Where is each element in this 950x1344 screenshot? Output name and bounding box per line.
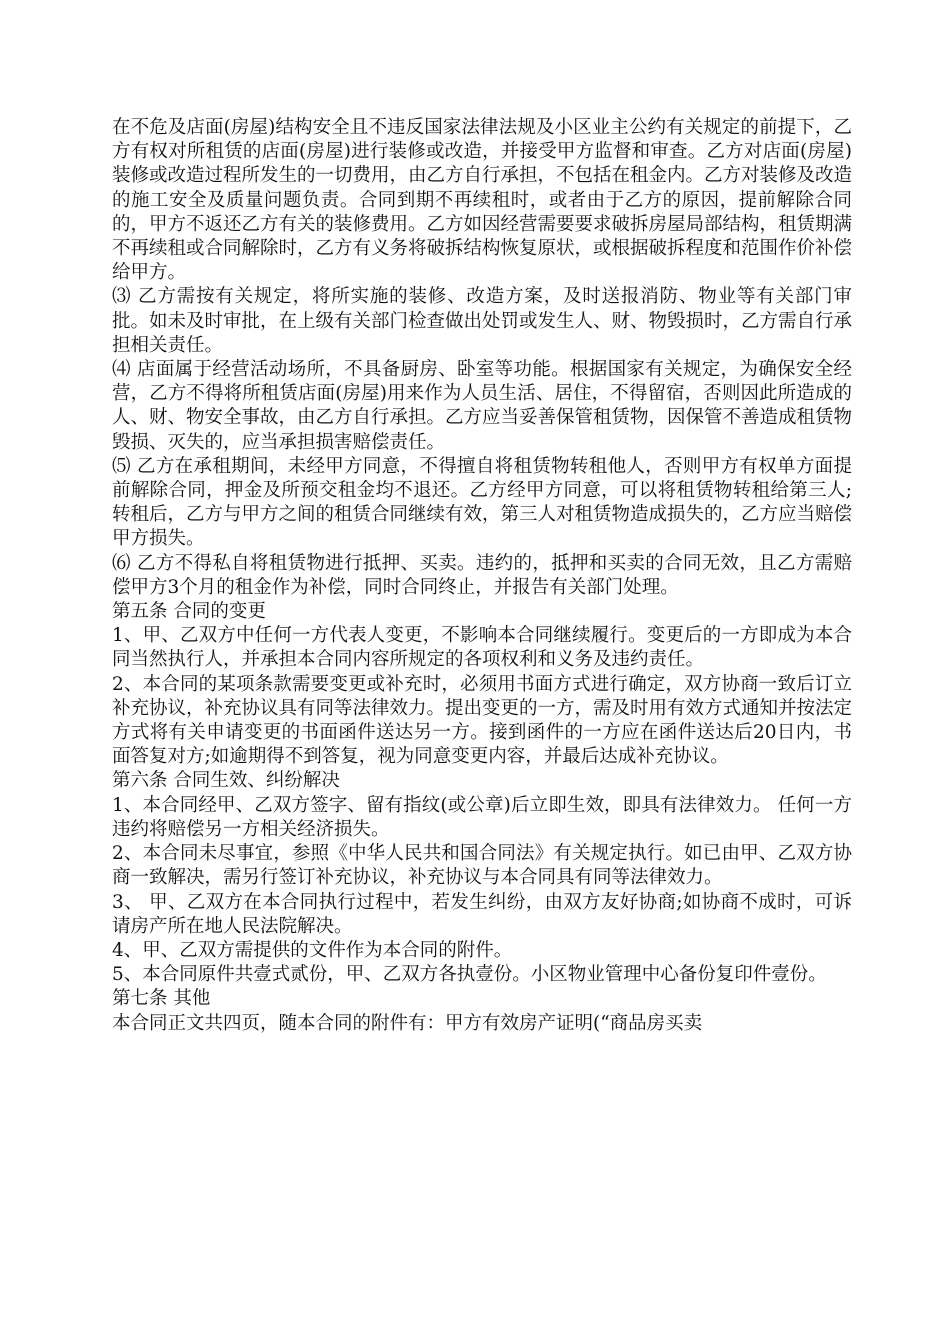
paragraph-clause-6: ⑹ 乙方不得私自将租赁物进行抵押、买卖。违约的，抵押和买卖的合同无效，且乙方需赔偿甲方3个月的租金作为补偿，同时合同终止，并报告有关部门处理。: [112, 552, 852, 598]
paragraph-renovation-terms: 在不危及店面(房屋)结构安全且不违反国家法律法规及小区业主公约有关规定的前提下，乙方有权对所租赁的店面(房屋)进行装修或改造，并接受甲方监督和审查。乙方对店面(房屋)装修或改造过程所发生的一切费用，由乙方自行承担，不包括在租金内。乙方对装修及改造的施工安全及质量问题负责。合同到期不再续租时，或者由于乙方的原因，提前解除合同的，甲方不返还乙方有关的装修费用。乙方如因经营需要要求破拆房屋局部结构，租赁期满不再续租或合同解除时，乙方有义务将破拆结构恢复原状，或根据破拆程度和范围作价补偿给甲方。: [112, 117, 853, 284]
paragraph-article-6-item-3: 3、 甲、乙双方在本合同执行过程中，若发生纠纷，由双方友好协商;如协商不成时，可诉请房产所在地人民法院解决。: [112, 891, 852, 937]
paragraph-article-6-item-4: 4、甲、乙双方需提供的文件作为本合同的附件。: [112, 939, 513, 961]
paragraph-clause-3: ⑶ 乙方需按有关规定，将所实施的装修、改造方案，及时送报消防、物业等有关部门审批。如未及时审批，在上级有关部门检查做出处罚或发生人、财、物毁损时，乙方需自行承担相关责任。: [112, 286, 853, 356]
document-body: [112, 116, 852, 1036]
paragraph-article-7-body: 本合同正文共四页，随本合同的附件有：甲方有效房产证明(“商品房买卖: [112, 1012, 703, 1034]
paragraph-article-5-item-2: 2、本合同的某项条款需要变更或补充时，必须用书面方式进行确定，双方协商一致后订立补充协议，补充协议具有同等法律效力。提出变更的一方，需及时用有效方式通知并按法定方式将有关申请变更的书面函件送达另一方。接到函件的一方应在函件送达后20日内，书面答复对方;如逾期得不到答复，视为同意变更内容，并最后达成补充协议。: [112, 673, 853, 768]
section-heading-article-7: 第七条 其他: [112, 988, 211, 1010]
paragraph-article-5-item-1: 1、甲、乙双方中任何一方代表人变更，不影响本合同继续履行。变更后的一方即成为本合同当然执行人，并承担本合同内容所规定的各项权利和义务及违约责任。: [112, 625, 852, 671]
paragraph-clause-5: ⑸ 乙方在承租期间，未经甲方同意，不得擅自将租赁物转租他人，否则甲方有权单方面提前解除合同，押金及所预交租金均不退还。乙方经甲方同意，可以将租赁物转租给第三人;转租后，乙方与甲方之间的租赁合同继续有效，第三人对租赁物造成损失的，乙方应当赔偿甲方损失。: [112, 455, 853, 550]
section-heading-article-6: 第六条 合同生效、纠纷解决: [112, 770, 340, 792]
paragraph-clause-4: ⑷ 店面属于经营活动场所，不具备厨房、卧室等功能。根据国家有关规定，为确保安全经营，乙方不得将所租赁店面(房屋)用来作为人员生活、居住，不得留宿，否则因此所造成的人、财、物安全事故，由乙方自行承担。乙方应当妥善保管租赁物，因保管不善造成租赁物毁损、灭失的，应当承担损害赔偿责任。: [112, 359, 853, 453]
paragraph-article-6-item-2: 2、本合同未尽事宜，参照《中华人民共和国合同法》有关规定执行。如已由甲、乙双方协商一致解决，需另行签订补充协议，补充协议与本合同具有同等法律效力。: [112, 843, 852, 889]
paragraph-article-6-item-1: 1、本合同经甲、乙双方签字、留有指纹(或公章)后立即生效，即具有法律效力。 任何一方违约将赔偿另一方相关经济损失。: [112, 794, 852, 840]
paragraph-article-6-item-5: 5、本合同原件共壹式贰份，甲、乙双方各执壹份。小区物业管理中心备份复印件壹份。: [112, 964, 827, 986]
section-heading-article-5: 第五条 合同的变更: [112, 601, 266, 623]
